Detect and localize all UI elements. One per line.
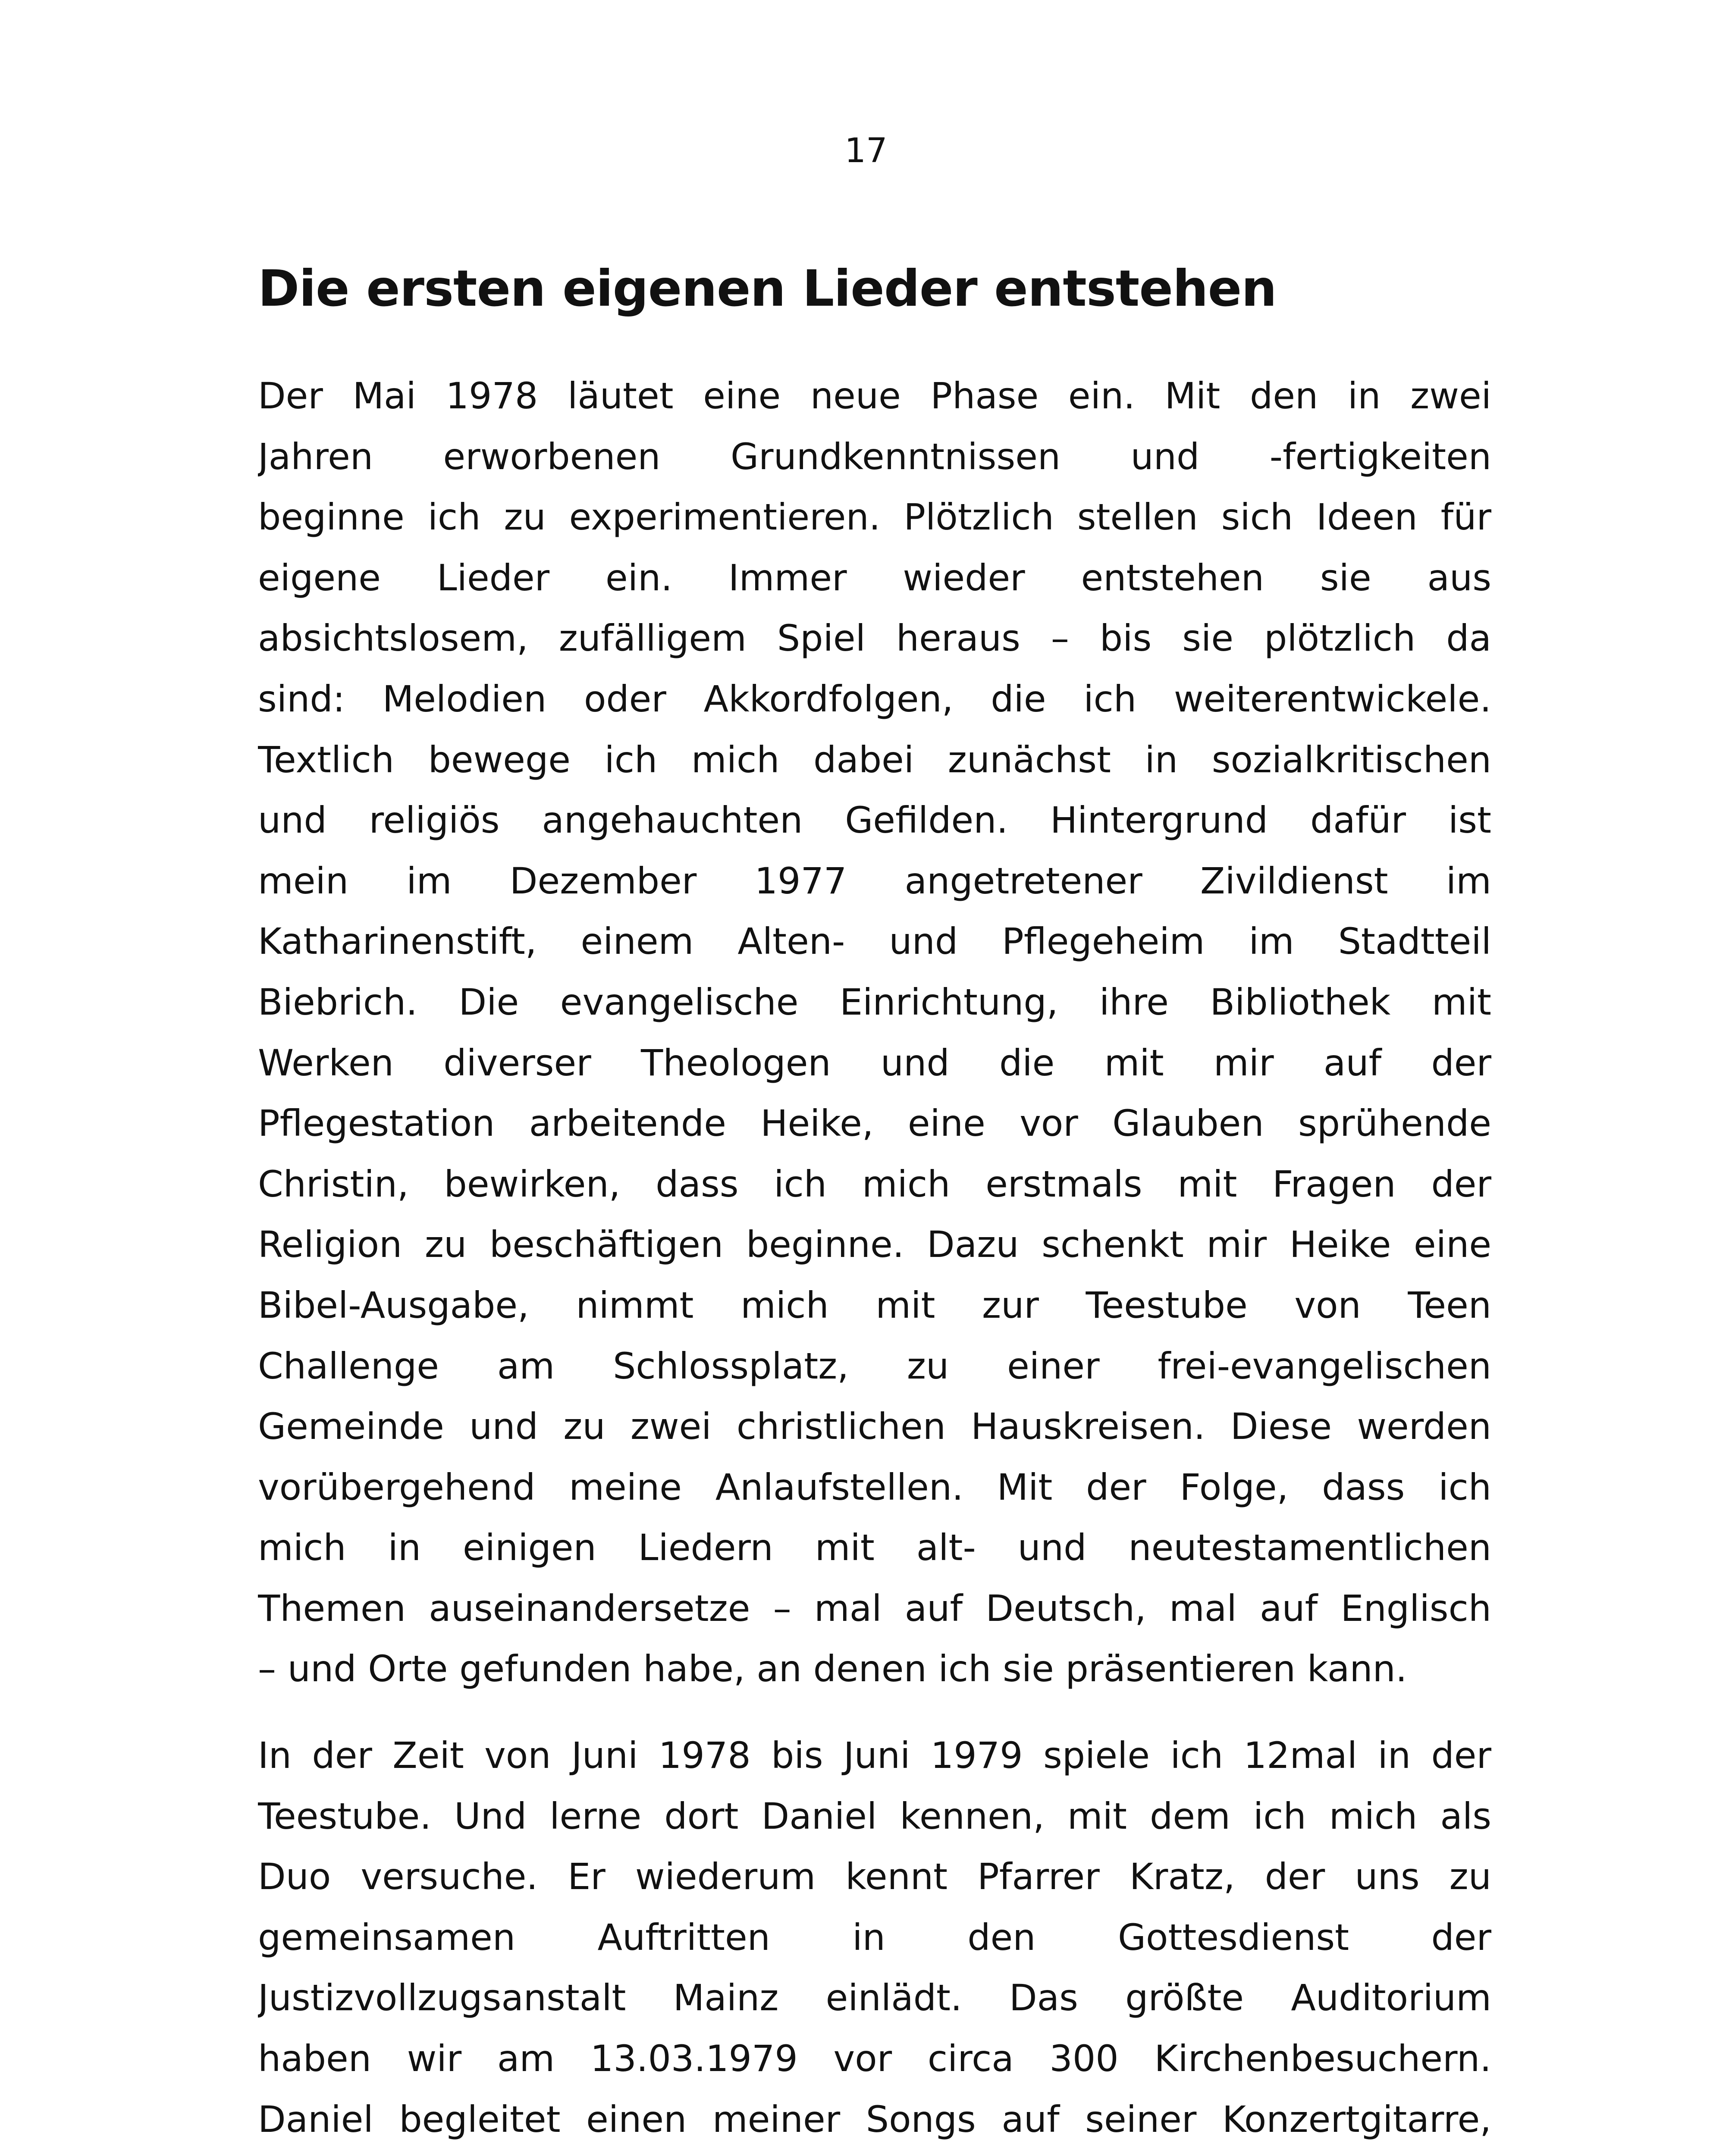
text-line: Textlich bewege ich mich dabei zunächst in sozialkritischen (258, 738, 1491, 781)
paragraph (258, 1725, 1491, 2156)
text-line: – und Orte gefunden habe, an denen ich sie präsentieren kann. (258, 1648, 1407, 1690)
text-line: Duo versuche. Er wiederum kennt Pfarrer Kratz, der uns zu (258, 1855, 1491, 1898)
text-line: und religiös angehauchten Gefilden. Hintergrund dafür ist (258, 799, 1491, 842)
text-line: haben wir am 13.03.1979 vor circa 300 Kirchenbesuchern. (258, 2037, 1491, 2080)
text-line: Jahren erworbenen Grundkenntnissen und -fertigkeiten (258, 435, 1491, 478)
text-line: Daniel begleitet einen meiner Songs auf seiner Konzertgitarre, (258, 2098, 1491, 2140)
text-line: eigene Lieder ein. Immer wieder entstehen sie aus (258, 556, 1491, 599)
text-line: Justizvollzugsanstalt Mainz einlädt. Das größte Auditorium (258, 1977, 1491, 2019)
text-line: mein im Dezember 1977 angetretener Zivildienst im (258, 859, 1491, 902)
paragraph (258, 366, 1491, 1699)
text-line: beginne ich zu experimentieren. Plötzlich stellen sich Ideen für (258, 496, 1491, 539)
page-number: 17 (844, 132, 888, 170)
text-line: mich in einigen Liedern mit alt- und neutestamentlichen (258, 1526, 1491, 1569)
text-line: Gemeinde und zu zwei christlichen Hauskreisen. Diese werden (258, 1405, 1491, 1448)
text-line: Themen auseinandersetze – mal auf Deutsch, mal auf Englisch (258, 1587, 1491, 1630)
text-line: Teestube. Und lerne dort Daniel kennen, mit dem ich mich als (258, 1795, 1491, 1837)
text-line: Challenge am Schlossplatz, zu einer frei-evangelischen (258, 1344, 1491, 1387)
text-line: In der Zeit von Juni 1978 bis Juni 1979 spiele ich 12mal in der (258, 1734, 1491, 1777)
text-line (258, 2150, 1491, 2156)
page-content (258, 254, 1491, 2156)
text-line: Katharinenstift, einem Alten- und Pflegeheim im Stadtteil (258, 920, 1491, 963)
text-line: absichtslosem, zufälligem Spiel heraus – bis sie plötzlich da (258, 617, 1491, 660)
text-line: Der Mai 1978 läutet eine neue Phase ein. Mit den in zwei (258, 375, 1491, 417)
text-line: Bibel-Ausgabe, nimmt mich mit zur Teestube von Teen (258, 1284, 1491, 1326)
text-line: Werken diverser Theologen und die mit mir auf der (258, 1041, 1491, 1084)
text-line: sind: Melodien oder Akkordfolgen, die ich weiterentwickele. (258, 677, 1491, 720)
text-line: Christin, bewirken, dass ich mich erstmals mit Fragen der (258, 1163, 1491, 1205)
text-line: Pflegestation arbeitende Heike, eine vor Glauben sprühende (258, 1102, 1491, 1145)
chapter-heading: Die ersten eigenen Lieder entstehen (258, 260, 1277, 318)
text-line: vorübergehend meine Anlaufstellen. Mit der Folge, dass ich (258, 1466, 1491, 1508)
text-line: gemeinsamen Auftritten in den Gottesdienst der (258, 1916, 1491, 1959)
text-line: Religion zu beschäftigen beginne. Dazu schenkt mir Heike eine (258, 1223, 1491, 1266)
text-line: Biebrich. Die evangelische Einrichtung, ihre Bibliothek mit (258, 981, 1491, 1023)
